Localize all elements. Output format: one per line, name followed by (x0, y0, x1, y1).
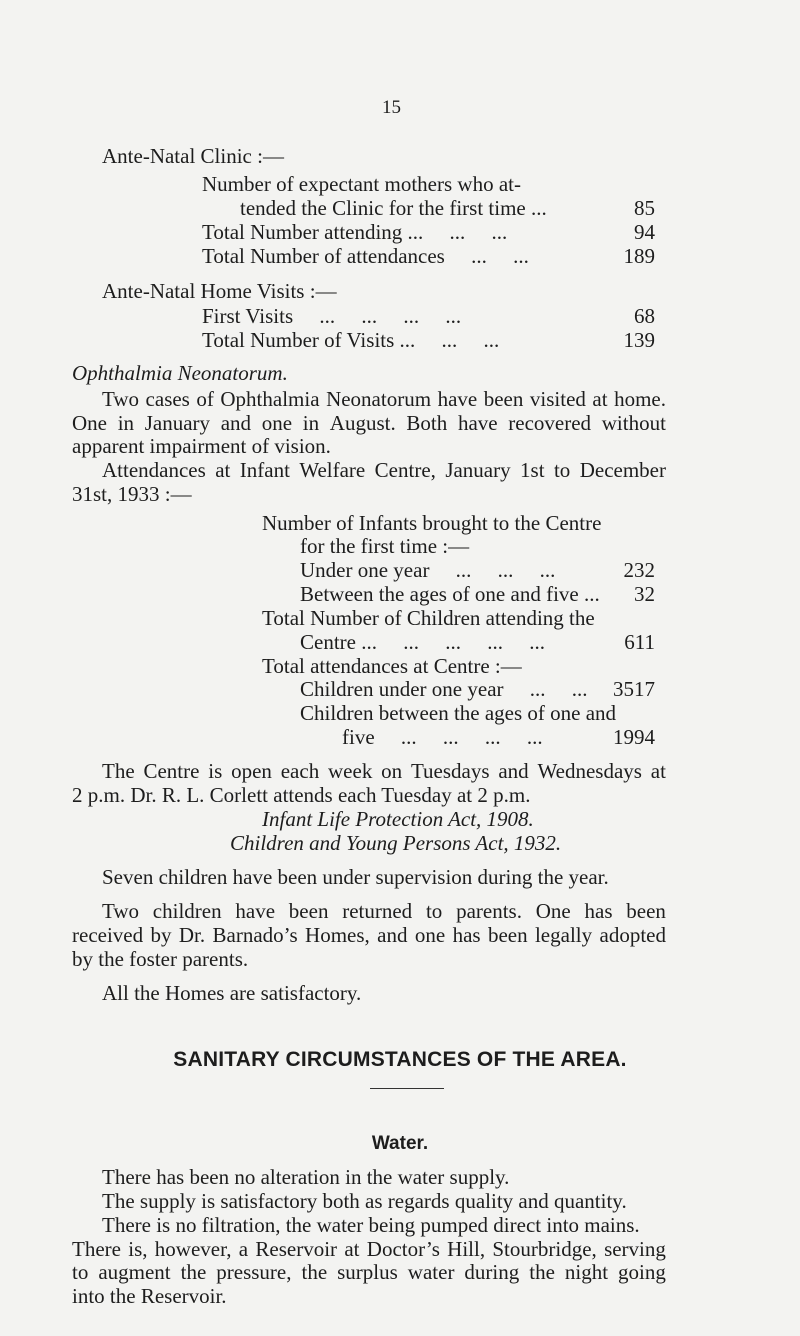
attendances-intro-line: 31st, 1933 :— (72, 482, 192, 507)
infants-line-9: Children between the ages of one and (300, 701, 617, 726)
antenatal-clinic-heading: Ante-Natal Clinic :— (102, 143, 284, 168)
supervision-paragraph: Seven children have been under supervision during the year. (102, 865, 609, 890)
water-line: There is, however, a Reservoir at Doctor’s Hill, Stourbridge, serving (72, 1236, 666, 1261)
act-title-1932: Children and Young Persons Act, 1932. (230, 830, 562, 855)
ophthalmia-paragraph-line: apparent impairment of vision. (72, 434, 331, 459)
children-returned-line: Two children have been returned to parents. One has been (102, 899, 666, 924)
water-line: to augment the pressure, the surplus water during the night going (72, 1260, 666, 1285)
water-line: There is no filtration, the water being pumped direct into mains. (102, 1212, 640, 1237)
water-line: The supply is satisfactory both as regards quality and quantity. (102, 1188, 627, 1213)
centre-paragraph-line: 2 p.m. Dr. R. L. Corlett attends each Tuesday at 2 p.m. (72, 783, 531, 808)
children-returned-line: by the foster parents. (72, 946, 249, 971)
infants-line-6: Centre ... ... ... ... ... (300, 629, 545, 654)
sanitary-heading: SANITARY CIRCUMSTANCES OF THE AREA. (173, 1047, 627, 1071)
ophthalmia-heading: Ophthalmia Neonatorum. (72, 361, 288, 386)
home-visits-heading: Ante-Natal Home Visits :— (102, 279, 337, 304)
home-visits-value-first: 68 (634, 303, 655, 328)
home-visits-line-1: First Visits ... ... ... ... (202, 303, 462, 328)
antenatal-line-2: tended the Clinic for the first time ... (240, 196, 547, 221)
homes-satisfactory: All the Homes are satisfactory. (102, 981, 362, 1006)
ophthalmia-paragraph-line: Two cases of Ophthalmia Neonatorum have been visited at home. (102, 386, 666, 411)
ophthalmia-paragraph-line: One in January and one in August. Both have recovered without (72, 410, 666, 435)
water-line: There has been no alteration in the water supply. (102, 1165, 510, 1190)
home-visits-value-total: 139 (623, 327, 655, 352)
infants-line-2: for the first time :— (300, 534, 470, 559)
antenatal-line-3: Total Number attending ... ... ... (202, 220, 508, 245)
infants-line-10: five ... ... ... ... (342, 725, 543, 750)
infants-value-one-to-five: 32 (634, 582, 655, 607)
antenatal-value-attending: 94 (634, 220, 655, 245)
antenatal-line-4: Total Number of attendances ... ... (202, 243, 529, 268)
infants-line-1: Number of Infants brought to the Centre (262, 510, 602, 535)
infants-value-attend-one-to-five: 1994 (613, 725, 655, 750)
infants-line-7: Total attendances at Centre :— (262, 653, 522, 678)
infants-value-under-one: 232 (623, 558, 655, 583)
infants-line-8: Children under one year ... ... (300, 677, 588, 702)
infants-line-4: Between the ages of one and five ... (300, 582, 600, 607)
children-returned-line: received by Dr. Barnado’s Homes, and one has been legally adopted (72, 923, 666, 948)
antenatal-line-1: Number of expectant mothers who at- (202, 172, 521, 197)
water-line: into the Reservoir. (72, 1284, 227, 1309)
infants-line-3: Under one year ... ... ... (300, 558, 556, 583)
home-visits-line-2: Total Number of Visits ... ... ... (202, 327, 500, 352)
infants-value-total-children: 611 (624, 629, 655, 654)
infants-value-attend-under-one: 3517 (613, 677, 655, 702)
antenatal-value-first-time: 85 (634, 196, 655, 221)
page-number: 15 (382, 97, 401, 119)
section-divider (370, 1088, 444, 1089)
antenatal-value-attendances: 189 (623, 243, 655, 268)
infants-line-5: Total Number of Children attending the (262, 605, 595, 630)
centre-paragraph-line: The Centre is open each week on Tuesdays and Wednesdays at (102, 759, 666, 784)
act-title-1908: Infant Life Protection Act, 1908. (262, 806, 534, 831)
attendances-intro-line: Attendances at Infant Welfare Centre, January 1st to December (102, 458, 666, 483)
water-subheading: Water. (371, 1132, 429, 1154)
